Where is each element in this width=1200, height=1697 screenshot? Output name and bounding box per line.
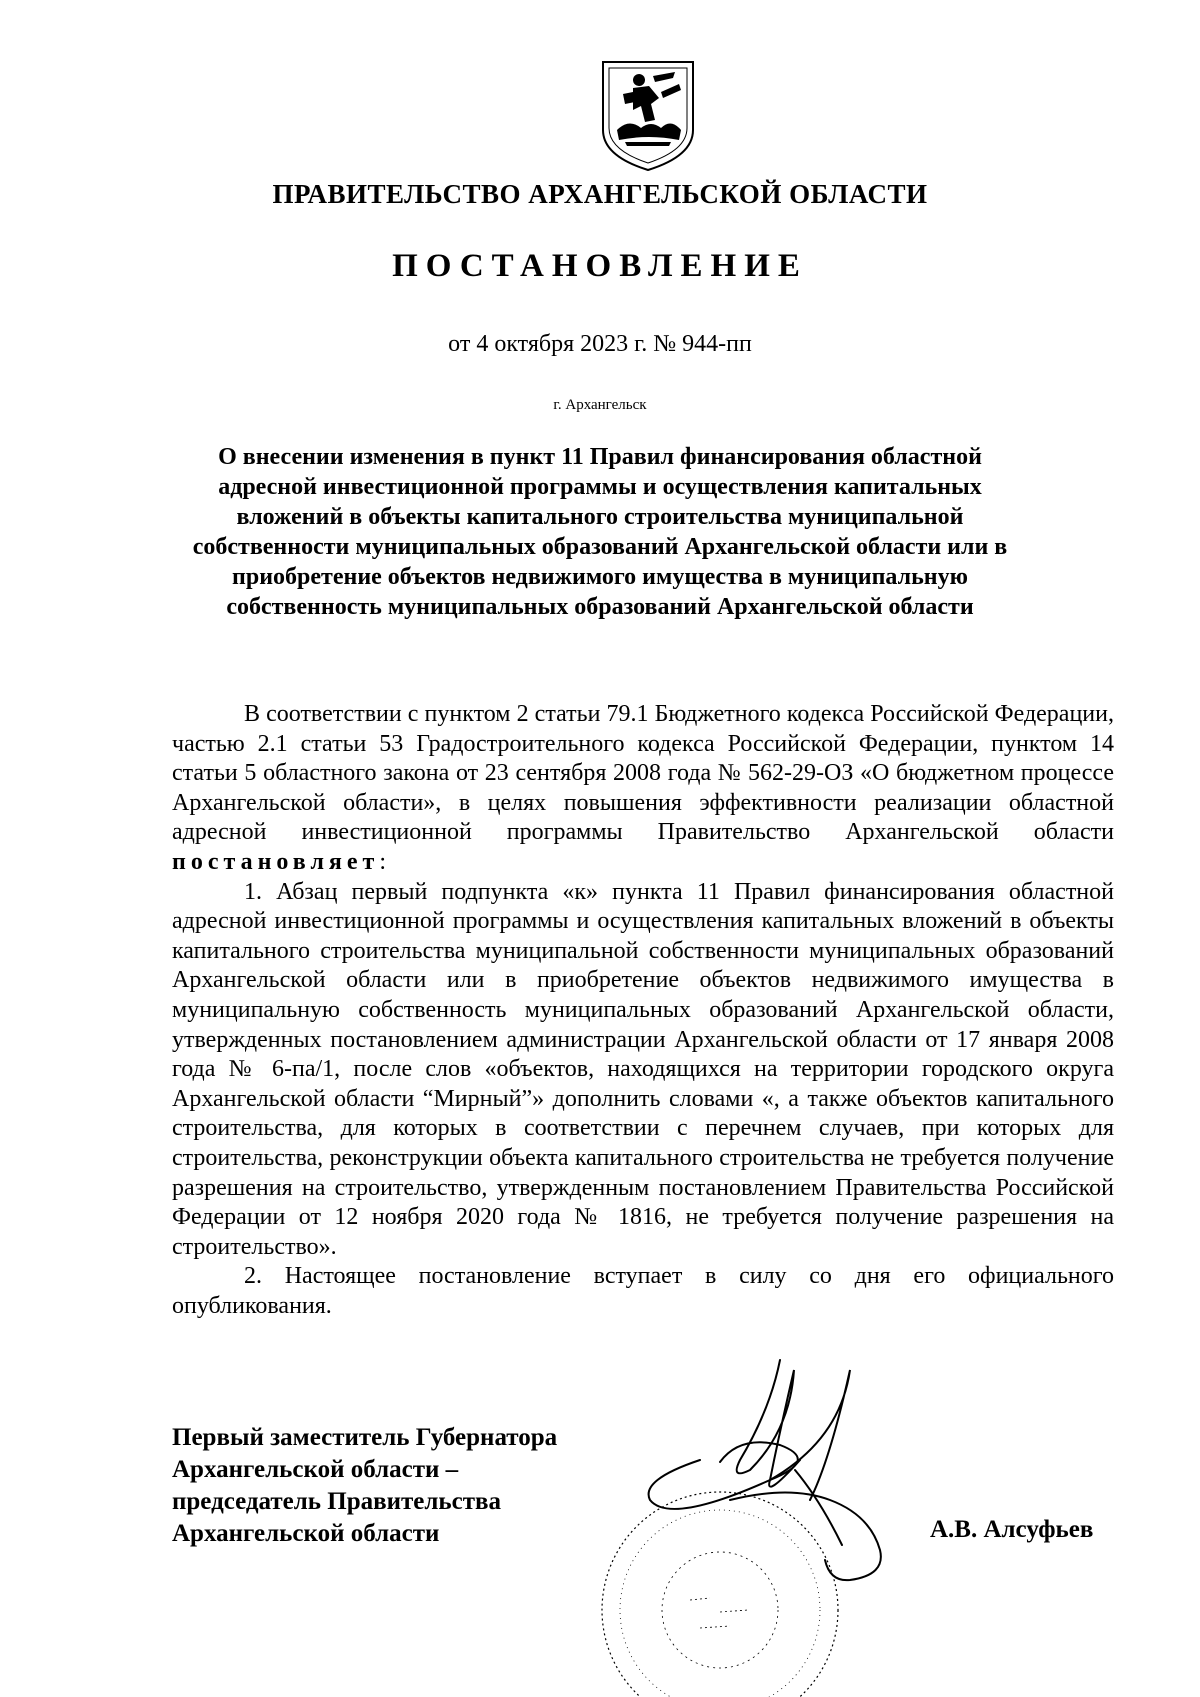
item-1-paragraph: 1. Абзац первый подпункта «к» пункта 11 Правил финансирования областной адресной инвестиционной программы и осуществления капитальных вложений в объекты капитального строительства муниципальной собственности муниципальных образований Архангельской области или в приобретение объектов недвижимого имущества в муниципальную собственность муниципальных образований Архангельской области, утвержденных постановлением администрации Архангельской области от 17 января 2008 года № 6-па/1, после слов «объектов, находящихся на территории городского округа Архангельской области “Мирный”» дополнить словами «, а также объектов капитального строительства, для которых в соответствии с перечнем случаев, при которых для строительства, реконструкции объекта капитального строительства не требуется получение разрешения на строительство, утвержденным постановлением Правительства Российской Федерации от 12 ноября 2020 года № 1816, не требуется получение разрешения на строительство». [172,878,1114,1260]
signature-and-seal [580,1350,940,1697]
signer-position-line: Архангельской области – [172,1456,459,1483]
document-body [172,700,1114,1321]
decree-word: постановляет [172,848,380,875]
item-2-paragraph: 2. Настоящее постановление вступает в силу со дня его официального опубликования. [172,1263,1114,1319]
document-type: ПОСТАНОВЛЕНИЕ [392,248,808,284]
intro-paragraph [172,700,1114,878]
signer-position-line: председатель Правительства [172,1488,502,1515]
signer-position-line: Архангельской области [172,1520,440,1547]
organization-name: ПРАВИТЕЛЬСТВО АРХАНГЕЛЬСКОЙ ОБЛАСТИ [272,179,928,209]
intro-text: В соответствии с пунктом 2 статьи 79.1 Бюджетного кодекса Российской Федерации, частью 2.1 статьи 53 Градостроительного кодекса Российской Федерации, пунктом 14 статьи 5 областного закона от 23 сентября 2008 года № 562-29-ОЗ «О бюджетном процессе Архангельской области», в целях повышения эффективности реализации областной адресной инвестиционной программы Правительство Архангельской области [172,701,1114,846]
handwritten-signature [649,1360,881,1580]
document-title: О внесении изменения в пункт 11 Правил финансирования областной адресной инвестиционной программы и осуществления капитальных вложений в объекты капитального строительства муниципальной собственности муниципальных образований Архангельской области или в приобретение объектов недвижимого имущества в муниципальную собственность муниципальных образований Архангельской области [192,444,1008,620]
official-seal-stamp [602,1492,838,1697]
signer-name: А.В. Алсуфьев [930,1516,1094,1543]
document-place: г. Архангельск [553,397,647,413]
decree-colon: : [379,848,386,875]
coat-of-arms-emblem [599,58,697,173]
signer-position-line: Первый заместитель Губернатора [172,1424,558,1451]
document-date-number: от 4 октября 2023 г. № 944-пп [448,331,752,357]
